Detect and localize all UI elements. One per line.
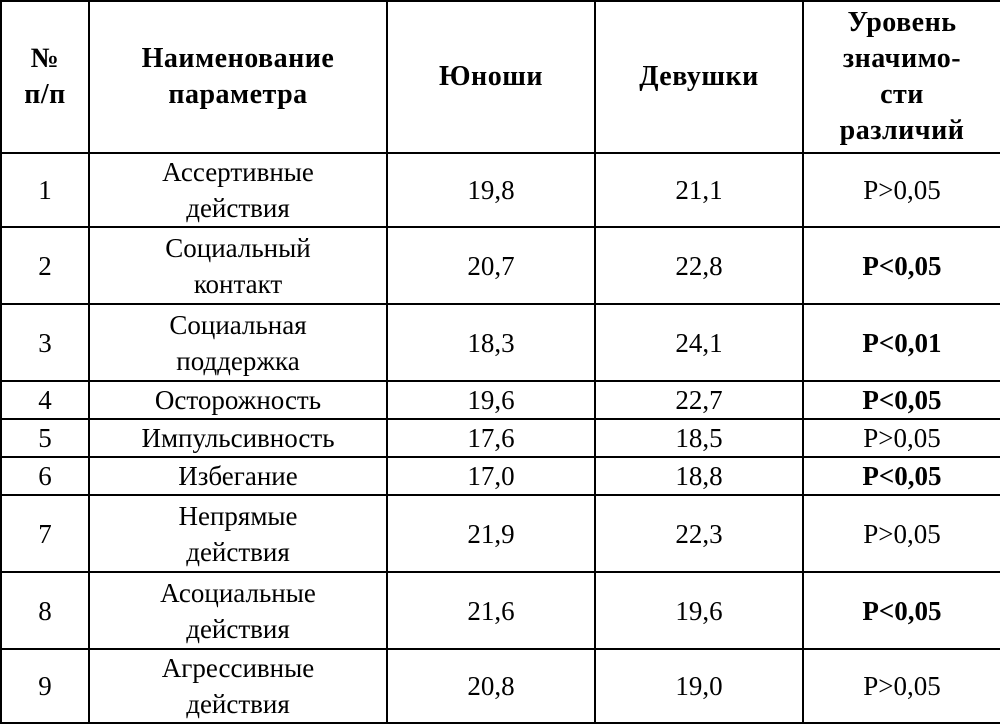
boys-value-cell: 20,8 (387, 649, 595, 723)
girls-value-cell: 18,8 (595, 457, 803, 495)
table-row (1, 381, 1000, 419)
boys-value-cell: 19,6 (387, 381, 595, 419)
parameter-name-line: Социальная (169, 309, 307, 340)
row-number-cell: 4 (1, 381, 89, 419)
parameter-name-line: Социальный (165, 232, 311, 263)
boys-value-cell: 19,8 (387, 153, 595, 227)
table-row (1, 304, 1000, 381)
table-body (1, 153, 1000, 723)
parameter-name-line: Избегание (178, 461, 298, 491)
parameter-name-line: действия (186, 536, 290, 567)
parameter-name-cell (89, 227, 387, 304)
header-significance-line: сти (880, 79, 924, 110)
row-number-cell: 7 (1, 495, 89, 572)
boys-value-cell: 21,6 (387, 572, 595, 649)
significance-cell: P<0,05 (803, 381, 1000, 419)
girls-value-cell: 18,5 (595, 419, 803, 457)
parameter-name-cell (89, 419, 387, 457)
significance-cell: P>0,05 (803, 419, 1000, 457)
parameter-name-cell (89, 153, 387, 227)
parameter-name-cell (89, 381, 387, 419)
parameter-name-cell (89, 304, 387, 381)
boys-value-cell: 17,0 (387, 457, 595, 495)
significance-cell: P<0,05 (803, 227, 1000, 304)
girls-value-cell: 22,7 (595, 381, 803, 419)
header-name-line: параметра (168, 79, 308, 110)
table-row (1, 419, 1000, 457)
parameter-name-line: контакт (193, 268, 283, 299)
girls-value-cell: 19,0 (595, 649, 803, 723)
parameter-name-line: Асоциальные (160, 577, 316, 608)
table-row (1, 153, 1000, 227)
significance-cell: P>0,05 (803, 153, 1000, 227)
parameter-name-line: Агрессивные (161, 653, 315, 683)
girls-value-cell: 24,1 (595, 304, 803, 381)
header-parameter-name (89, 1, 387, 153)
parameter-name-line: действия (186, 193, 290, 223)
row-number-cell: 8 (1, 572, 89, 649)
parameter-name-cell (89, 457, 387, 495)
parameter-name-cell (89, 649, 387, 723)
table-row (1, 227, 1000, 304)
parameter-name-line: действия (186, 613, 290, 644)
significance-cell: P>0,05 (803, 649, 1000, 723)
parameter-name-line: Осторожность (154, 385, 322, 415)
header-significance-line: Уровень (847, 7, 957, 38)
parameter-name-line: Импульсивность (141, 423, 335, 453)
significance-cell: P<0,01 (803, 304, 1000, 381)
boys-value-cell: 20,7 (387, 227, 595, 304)
header-significance (803, 1, 1000, 153)
parameter-name-line: действия (186, 689, 290, 719)
girls-value-cell: 22,3 (595, 495, 803, 572)
girls-value-cell: 21,1 (595, 153, 803, 227)
girls-value-cell: 22,8 (595, 227, 803, 304)
significance-cell: P>0,05 (803, 495, 1000, 572)
table-row (1, 572, 1000, 649)
header-girls: Девушки (595, 1, 803, 153)
boys-value-cell: 17,6 (387, 419, 595, 457)
row-number-cell: 6 (1, 457, 89, 495)
parameter-name-cell (89, 495, 387, 572)
header-significance-line: различий (839, 115, 965, 146)
parameter-name-line: поддержка (176, 345, 300, 376)
boys-value-cell: 18,3 (387, 304, 595, 381)
table-row (1, 495, 1000, 572)
parameter-name-line: Непрямые (178, 500, 298, 531)
row-number-cell: 2 (1, 227, 89, 304)
header-row (1, 1, 1000, 153)
header-number-line: № (30, 43, 60, 74)
significance-cell: P<0,05 (803, 572, 1000, 649)
row-number-cell: 9 (1, 649, 89, 723)
table-row (1, 457, 1000, 495)
header-number-line: п/п (24, 79, 66, 110)
girls-value-cell: 19,6 (595, 572, 803, 649)
table-row (1, 649, 1000, 723)
parameter-name-cell (89, 572, 387, 649)
boys-value-cell: 21,9 (387, 495, 595, 572)
parameter-name-line: Ассертивные (162, 157, 314, 187)
row-number-cell: 5 (1, 419, 89, 457)
header-significance-line: значимо- (842, 43, 962, 74)
header-boys: Юноши (387, 1, 595, 153)
row-number-cell: 3 (1, 304, 89, 381)
row-number-cell: 1 (1, 153, 89, 227)
header-name-line: Наименование (141, 43, 335, 74)
significance-cell: P<0,05 (803, 457, 1000, 495)
header-number (1, 1, 89, 153)
